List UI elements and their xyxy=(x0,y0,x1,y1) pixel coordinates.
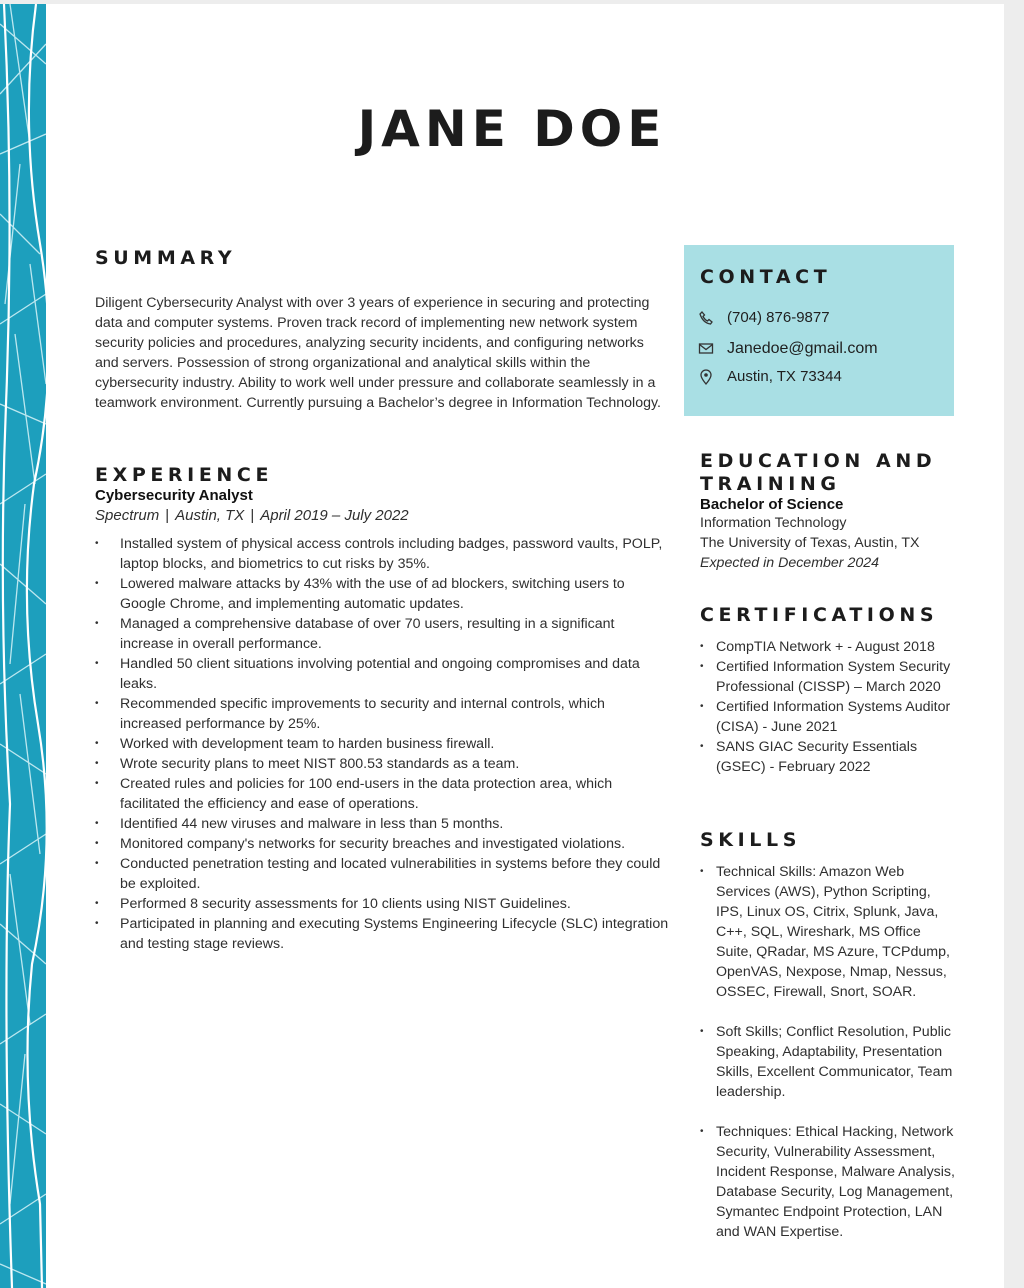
experience-bullet: • Lowered malware attacks by 43% with the use of ad blockers, switching users to Google Chrome, and implementing automatic updates. xyxy=(95,574,670,614)
meta-separator: | xyxy=(250,507,255,524)
experience-bullet: • Participated in planning and executing Systems Engineering Lifecycle (SLC) integration and testing stage reviews. xyxy=(95,914,670,954)
job-title: Cybersecurity Analyst xyxy=(95,487,253,504)
certifications-list xyxy=(700,637,955,777)
contact-phone[interactable]: (704) 876-9877 xyxy=(727,309,830,326)
job-location: Austin, TX xyxy=(175,507,245,524)
education-heading xyxy=(700,450,936,496)
summary-heading: SUMMARY xyxy=(95,247,237,269)
experience-bullet: • Monitored company's networks for security breaches and investigated violations. xyxy=(95,834,670,854)
contact-address-row xyxy=(698,368,842,385)
education-school: The University of Texas, Austin, TX xyxy=(700,535,920,551)
education-heading-line: EDUCATION AND xyxy=(700,450,937,472)
experience-bullet: • Wrote security plans to meet NIST 800.53 standards as a team. xyxy=(95,754,670,774)
experience-bullet-list xyxy=(95,534,670,954)
experience-heading: EXPERIENCE xyxy=(95,464,274,486)
experience-bullet: • Performed 8 security assessments for 10 clients using NIST Guidelines. xyxy=(95,894,670,914)
experience-bullet: • Managed a comprehensive database of over 70 users, resulting in a significant increase in overall performance. xyxy=(95,614,670,654)
contact-email[interactable]: Janedoe@gmail.com xyxy=(727,340,878,357)
summary-text: Diligent Cybersecurity Analyst with over 3 years of experience in securing and protecting data and computer systems. Proven track record of implementing new network system security policies and procedures, analyzing security incidents, and configuring networks and servers. Possession of strong organizational and analytical skills within the cybersecurity industry. Ability to work well under pressure and collaborate seamlessly in a teamwork environment. Currently pursuing a Bachelor’s degree in Information Technology. xyxy=(95,295,661,411)
contact-phone-row xyxy=(698,309,830,326)
education-expected: Expected in December 2024 xyxy=(700,555,880,571)
experience-bullet: • Conducted penetration testing and located vulnerabilities in systems before they could be exploited. xyxy=(95,854,670,894)
experience-bullet: • Installed system of physical access controls including badges, password vaults, POLP, laptop blocks, and biometrics to cut risks by 35%. xyxy=(95,534,670,574)
meta-separator: | xyxy=(165,507,170,524)
contact-address: Austin, TX 73344 xyxy=(727,368,842,385)
skills-list xyxy=(700,862,955,1262)
education-degree: Bachelor of Science xyxy=(700,496,844,513)
map-pattern-graphic xyxy=(0,4,46,1288)
skill-item: • Techniques: Ethical Hacking, Network Security, Vulnerability Assessment, Incident Response, Malware Analysis, Database Security, Log Management, Symantec Endpoint Protection, LAN and WAN Expertise. xyxy=(700,1122,955,1242)
skill-item: • Soft Skills; Conflict Resolution, Public Speaking, Adaptability, Presentation Skills, Excellent Communicator, Team leadership. xyxy=(700,1022,955,1102)
education-field: Information Technology xyxy=(700,515,847,531)
candidate-name: JANE DOE xyxy=(357,100,667,158)
experience-bullet: • Recommended specific improvements to security and internal controls, which increased performance by 25%. xyxy=(95,694,670,734)
decorative-map-strip xyxy=(0,4,46,1288)
skills-heading: SKILLS xyxy=(700,829,801,851)
certification-item: • Certified Information Systems Auditor (CISA) - June 2021 xyxy=(700,697,955,737)
phone-icon xyxy=(698,310,714,326)
contact-heading: CONTACT xyxy=(700,266,832,288)
job-meta xyxy=(95,507,409,524)
certification-item: • SANS GIAC Security Essentials (GSEC) - February 2022 xyxy=(700,737,955,777)
education-heading-line: TRAINING xyxy=(700,473,841,495)
contact-email-row xyxy=(698,340,878,358)
experience-bullet: • Created rules and policies for 100 end-users in the data protection area, which facilitated the efficiency and ease of operations. xyxy=(95,774,670,814)
experience-bullet: • Handled 50 client situations involving potential and ongoing compromises and data leaks. xyxy=(95,654,670,694)
certifications-heading: CERTIFICATIONS xyxy=(700,604,939,626)
map-pin-icon xyxy=(698,369,714,385)
certification-item: • Certified Information System Security Professional (CISSP) – March 2020 xyxy=(700,657,955,697)
experience-bullet: • Worked with development team to harden business firewall. xyxy=(95,734,670,754)
envelope-icon xyxy=(698,341,714,357)
job-dates: April 2019 – July 2022 xyxy=(260,507,409,524)
skill-item: • Technical Skills: Amazon Web Services (AWS), Python Scripting, IPS, Linux OS, Citrix, Splunk, Java, C++, SQL, Wireshark, MS Office Suite, QRadar, MS Azure, TCPdump, OpenVAS, Nexpose, Nmap, Nessus, OSSEC, Firewall, Snort, SOAR. xyxy=(700,862,955,1002)
company: Spectrum xyxy=(95,507,160,524)
experience-bullet: • Identified 44 new viruses and malware in less than 5 months. xyxy=(95,814,670,834)
certification-item: • CompTIA Network + - August 2018 xyxy=(700,637,955,657)
contact-box xyxy=(684,245,954,416)
